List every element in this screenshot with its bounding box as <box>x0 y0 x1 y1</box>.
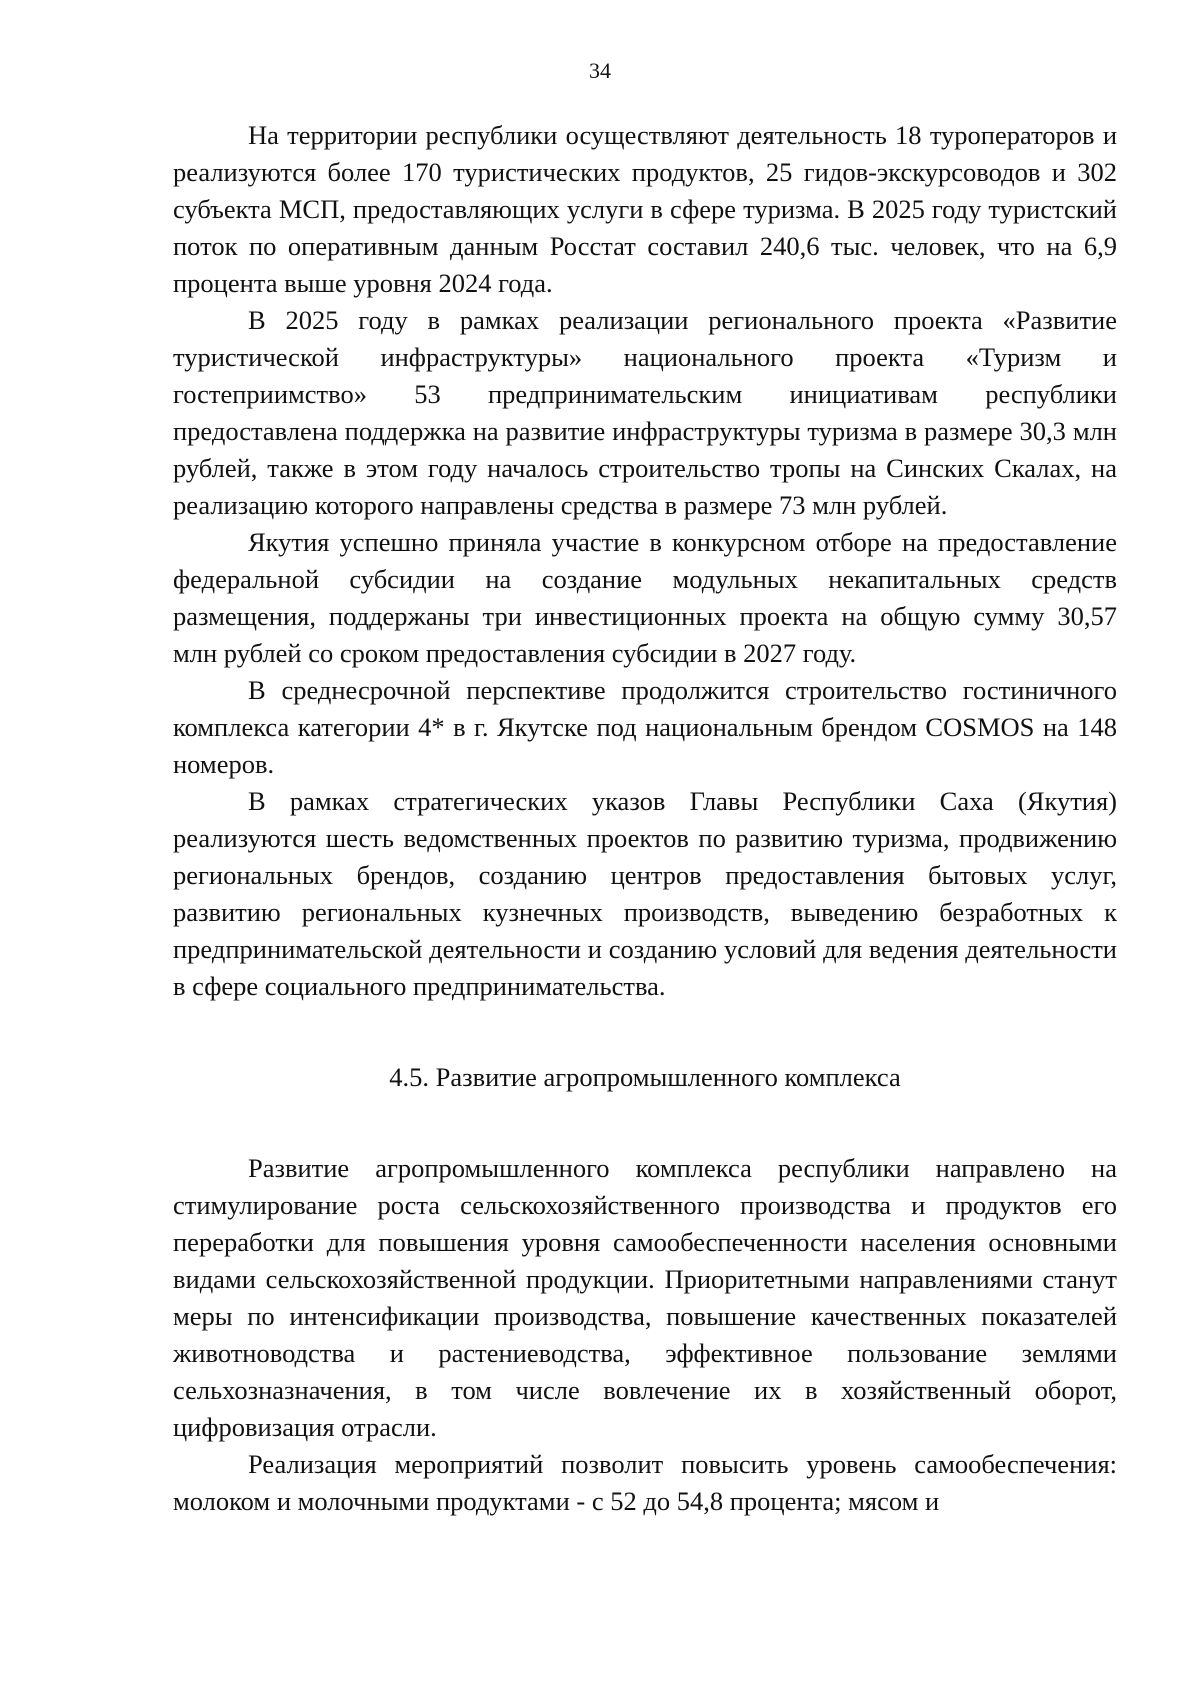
section-heading: 4.5. Развитие агропромышленного комплекса <box>389 1062 901 1092</box>
document-body <box>173 117 1117 1520</box>
paragraph-tourism-infrastructure: В 2025 году в рамках реализации регионального проекта «Развитие туристической инфраструктуры» национального проекта «Туризм и гостеприимство» 53 предпринимательским инициативам республики предоставлена поддержка на развитие инфраструктуры туризма в размере 30,3 млн рублей, также в этом году началось строительство тропы на Синских Скалах, на реализацию которого направлены средства в размере 73 млн рублей. <box>173 305 1117 520</box>
paragraph-tourism-operators: На территории республики осуществляют деятельность 18 туроператоров и реализуются более 170 туристических продуктов, 25 гидов-экскурсоводов и 302 субъекта МСП, предоставляющих услуги в сфере туризма. В 2025 году туристский поток по оперативным данным Росстат составил 240,6 тыс. человек, что на 6,9 процента выше уровня 2024 года. <box>173 120 1117 298</box>
paragraph-agro-development: Развитие агропромышленного комплекса республики направлено на стимулирование роста сельскохозяйственного производства и продуктов его переработки для повышения уровня самообеспеченности населения основными видами сельскохозяйственной продукции. Приоритетными направлениями станут меры по интенсификации производства, повышение качественных показателей животноводства и растениеводства, эффективное пользование землями сельхозназначения, в том числе вовлечение их в хозяйственный оборот, цифровизация отрасли. <box>173 1153 1117 1442</box>
paragraph-strategic-decrees: В рамках стратегических указов Главы Республики Саха (Якутия) реализуются шесть ведомственных проектов по развитию туризма, продвижению региональных брендов, созданию центров предоставления бытовых услуг, развитию региональных кузнечных производств, выведению безработных к предпринимательской деятельности и созданию условий для ведения деятельности в сфере социального предпринимательства. <box>173 786 1117 1001</box>
paragraph-self-sufficiency: Реализация мероприятий позволит повысить уровень самообеспечения: молоком и молочными продуктами - с 52 до 54,8 процента; мясом и <box>173 1449 1117 1516</box>
paragraph-hotel-construction: В среднесрочной перспективе продолжится строительство гостиничного комплекса категории 4* в г. Якутске под национальным брендом COSMOS на 148 номеров. <box>173 675 1117 779</box>
paragraph-federal-subsidy: Якутия успешно приняла участие в конкурсном отборе на предоставление федеральной субсидии на создание модульных некапитальных средств размещения, поддержаны три инвестиционных проекта на общую сумму 30,57 млн рублей со сроком предоставления субсидии в 2027 году. <box>173 527 1117 668</box>
page-number: 34 <box>589 58 611 83</box>
